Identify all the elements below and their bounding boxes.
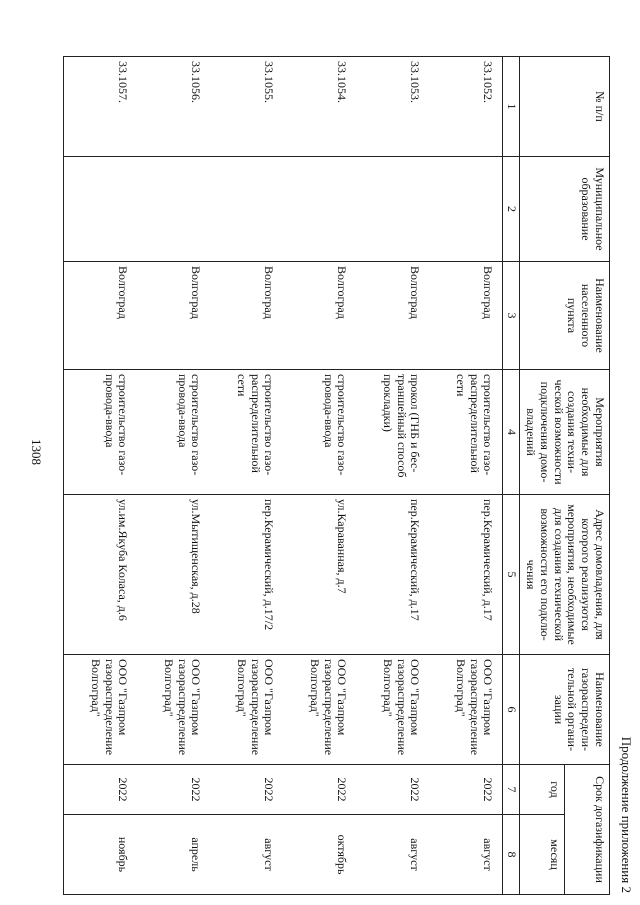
cell-municipality <box>356 157 429 262</box>
cell-org: ООО "Газпром газораспределение Волгоград" <box>429 655 503 765</box>
table-row <box>356 57 429 895</box>
cell-org: ООО "Газпром газораспределение Волгоград" <box>283 655 356 765</box>
cell-address: пер.Керамический, д.17 <box>356 495 429 655</box>
cell-year: 2022 <box>356 765 429 815</box>
header-municipality: Муниципальное образование <box>520 157 610 262</box>
column-number: 1 <box>503 57 520 157</box>
cell-measures: строительство газо-распределительной сети <box>429 370 503 495</box>
cell-municipality <box>429 157 503 262</box>
cell-num: 33.1052. <box>429 57 503 157</box>
header-term: Срок догазификации <box>565 765 610 895</box>
cell-municipality <box>210 157 283 262</box>
header-month: месяц <box>520 815 565 895</box>
cell-settlement: Волгоград <box>137 262 210 370</box>
cell-year: 2022 <box>283 765 356 815</box>
column-number: 6 <box>503 655 520 765</box>
cell-measures: строительство газо-распределительной сети <box>210 370 283 495</box>
cell-settlement: Волгоград <box>64 262 138 370</box>
cell-measures: прокол (ГНБ и бес-траншейный способ прокладки) <box>356 370 429 495</box>
appendix-label: Продолжение приложения 2 <box>619 736 634 893</box>
cell-settlement: Волгоград <box>356 262 429 370</box>
gasification-table <box>63 56 610 895</box>
cell-org: ООО "Газпром газораспределение Волгоград" <box>356 655 429 765</box>
cell-month: август <box>210 815 283 895</box>
column-number: 3 <box>503 262 520 370</box>
cell-num: 33.1057. <box>64 57 138 157</box>
cell-year: 2022 <box>210 765 283 815</box>
cell-org: ООО "Газпром газораспределение Волгоград" <box>64 655 138 765</box>
column-number: 2 <box>503 157 520 262</box>
cell-month: август <box>429 815 503 895</box>
column-number: 8 <box>503 815 520 895</box>
cell-municipality <box>64 157 138 262</box>
cell-address: ул.Караванная, д.7 <box>283 495 356 655</box>
cell-settlement: Волгоград <box>429 262 503 370</box>
cell-measures: строительство газо-провода-ввода <box>137 370 210 495</box>
cell-municipality <box>137 157 210 262</box>
header-year: год <box>520 765 565 815</box>
column-number: 7 <box>503 765 520 815</box>
header-num: № п/п <box>520 57 610 157</box>
cell-org: ООО "Газпром газораспределение Волгоград" <box>210 655 283 765</box>
cell-month: октябрь <box>283 815 356 895</box>
cell-num: 33.1056. <box>137 57 210 157</box>
cell-settlement: Волгоград <box>210 262 283 370</box>
cell-month: ноябрь <box>64 815 138 895</box>
cell-month: август <box>356 815 429 895</box>
cell-settlement: Волгоград <box>283 262 356 370</box>
cell-municipality <box>283 157 356 262</box>
cell-address: ул.Мытищенская, д.28 <box>137 495 210 655</box>
cell-measures: строительство газо-провода-ввода <box>64 370 138 495</box>
cell-year: 2022 <box>64 765 138 815</box>
cell-address: ул.им.Якуба Коласа, д.6 <box>64 495 138 655</box>
cell-measures: строительство газо-провода-ввода <box>283 370 356 495</box>
table-row <box>210 57 283 895</box>
cell-address: пер.Керамический, д.17 <box>429 495 503 655</box>
page-number: 1308 <box>29 439 44 465</box>
cell-num: 33.1053. <box>356 57 429 157</box>
table-row <box>429 57 503 895</box>
column-number: 5 <box>503 495 520 655</box>
header-settlement: Наименование населенного пункта <box>520 262 610 370</box>
header-org: Наименование газораспредели-тельной органи-зации <box>520 655 610 765</box>
cell-year: 2022 <box>429 765 503 815</box>
column-number: 4 <box>503 370 520 495</box>
header-address: Адрес домовладения, для которого реализуются мероприятия, необходимые для создания технической возможности его подклю-чения <box>520 495 610 655</box>
cell-year: 2022 <box>137 765 210 815</box>
cell-month: апрель <box>137 815 210 895</box>
header-measures: Мероприятия необходимые для создания техни-ческой возможности подключения домо-владений <box>520 370 610 495</box>
table-row <box>137 57 210 895</box>
table-row <box>283 57 356 895</box>
cell-org: ООО "Газпром газораспределение Волгоград" <box>137 655 210 765</box>
cell-num: 33.1055. <box>210 57 283 157</box>
column-number-row <box>503 57 520 895</box>
cell-address: пер.Керамический, д.17/2 <box>210 495 283 655</box>
cell-num: 33.1054. <box>283 57 356 157</box>
table-row <box>64 57 138 895</box>
